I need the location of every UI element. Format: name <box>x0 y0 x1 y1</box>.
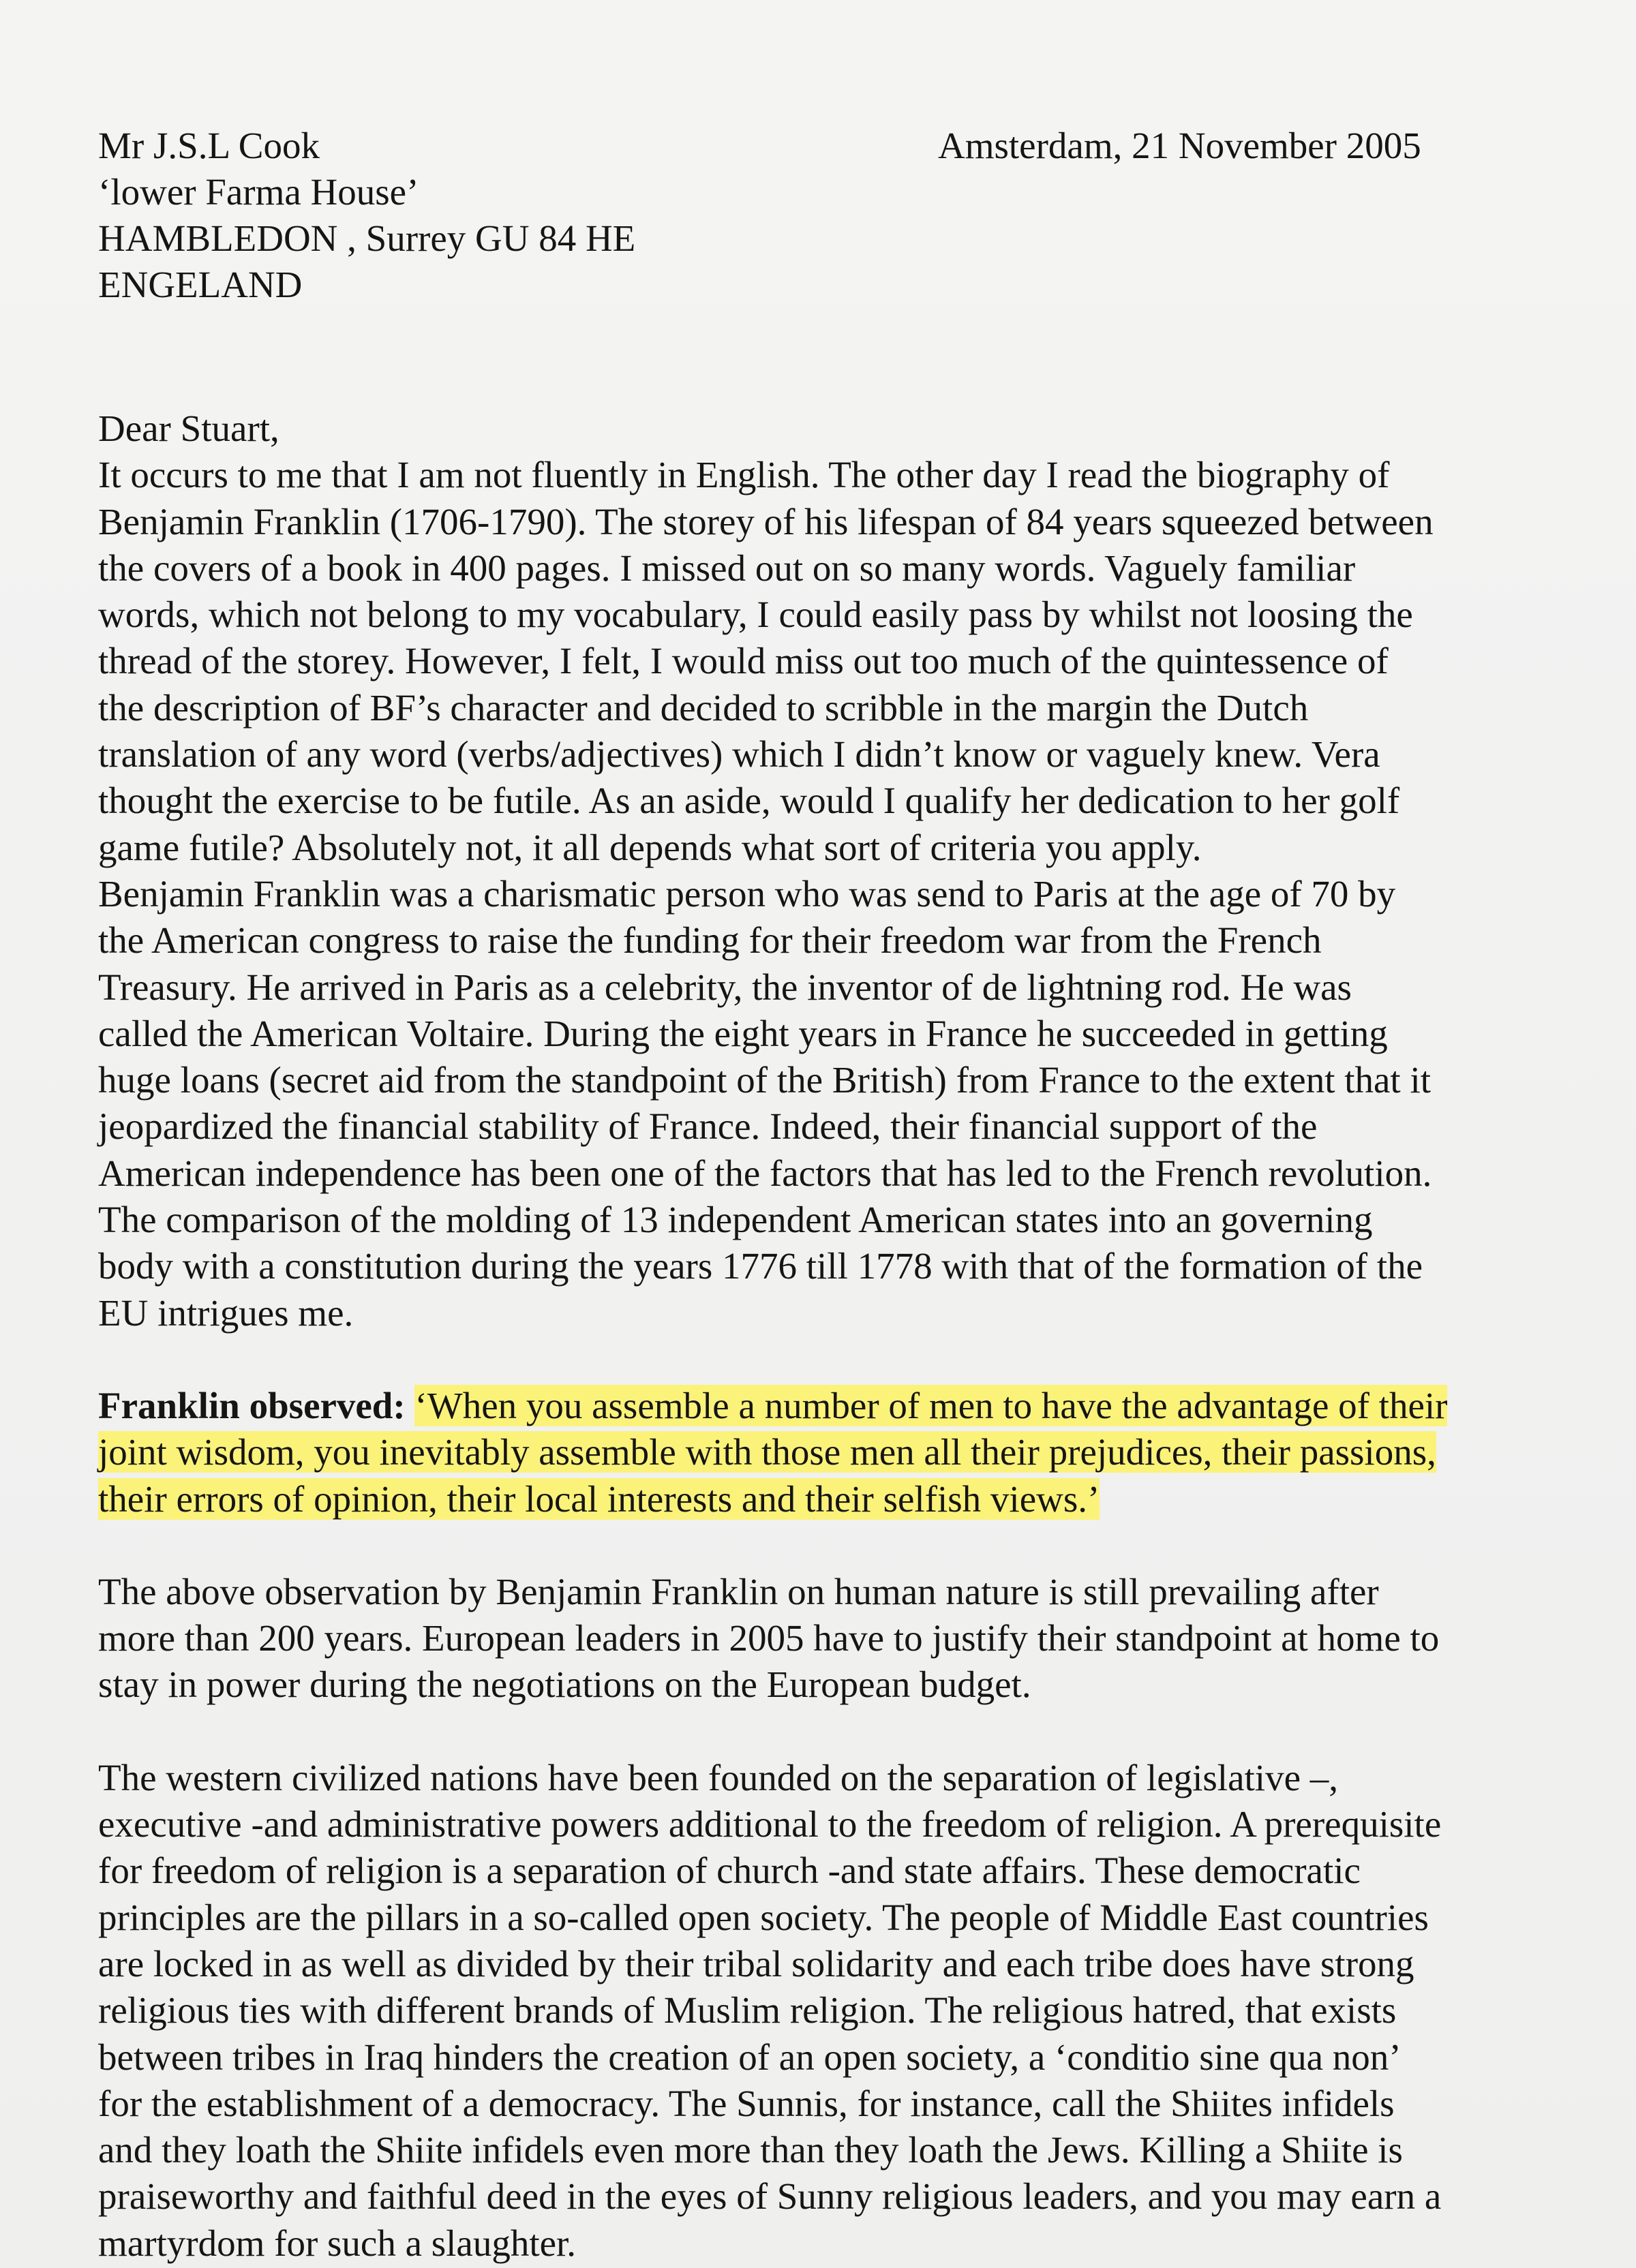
text-line: between tribes in Iraq hinders the creation of an open society, a ‘conditio sine qua non’ <box>98 2036 1402 2078</box>
recipient-address <box>98 123 635 308</box>
recipient-name: Mr J.S.L Cook <box>98 125 320 166</box>
text-line: American independence has been one of the factors that has led to the French revolution. <box>98 1152 1432 1194</box>
text-line: translation of any word (verbs/adjectives) which I didn’t know or vaguely knew. Vera <box>98 733 1380 776</box>
text-line: martyrdom for such a slaughter. <box>98 2222 577 2264</box>
text-line: The comparison of the molding of 13 independent American states into an governing <box>98 1199 1373 1241</box>
quote-label: Franklin observed: <box>98 1384 406 1426</box>
text-line: are locked in as well as divided by their tribal solidarity and each tribe does have strong <box>98 1942 1414 1984</box>
text-line: The western civilized nations have been founded on the separation of legislative –, <box>98 1756 1338 1798</box>
letter-date: Amsterdam, 21 November 2005 <box>938 125 1421 166</box>
text-line: the covers of a book in 400 pages. I missed out on so many words. Vaguely familiar <box>98 547 1356 589</box>
letter-body <box>98 405 1564 2267</box>
paragraph-1 <box>98 452 1564 871</box>
quote-line <box>98 1429 1564 1475</box>
text-line: principles are the pillars in a so-called open society. The people of Middle East countries <box>98 1896 1429 1938</box>
text-line: thread of the storey. However, I felt, I would miss out too much of the quintessence of <box>98 640 1389 682</box>
recipient-country: ENGELAND <box>98 264 303 305</box>
text-line: Benjamin Franklin (1706-1790). The storey of his lifespan of 84 years squeezed between <box>98 500 1434 542</box>
paragraph-4 <box>98 1755 1564 2267</box>
text-line: Benjamin Franklin was a charismatic person who was send to Paris at the age of 70 by <box>98 872 1396 915</box>
text-line: thought the exercise to be futile. As an aside, would I qualify her dedication to her golf <box>98 780 1400 822</box>
franklin-quote <box>98 1383 1564 1522</box>
text-line: the American congress to raise the funding for their freedom war from the French <box>98 919 1322 962</box>
paragraph-gap <box>98 1708 1564 1755</box>
paragraph-gap <box>98 1336 1564 1383</box>
text-line: and they loath the Shiite infidels even more than they loath the Jews. Killing a Shiite is <box>98 2129 1403 2171</box>
text-line: executive -and administrative powers additional to the freedom of religion. A prerequisite <box>98 1803 1442 1845</box>
text-line: for the establishment of a democracy. The Sunnis, for instance, call the Shiites infidels <box>98 2082 1395 2124</box>
paragraph-3 <box>98 1569 1564 1708</box>
text-line: for freedom of religion is a separation of church -and state affairs. These democratic <box>98 1850 1361 1892</box>
highlighted-text: ‘When you assemble a number of men to have the advantage of their <box>414 1384 1448 1426</box>
quote-line <box>98 1383 1564 1429</box>
highlighted-text: their errors of opinion, their local interests and their selfish views.’ <box>98 1477 1100 1520</box>
quote-line <box>98 1476 1564 1522</box>
text-line: huge loans (secret aid from the standpoint of the British) from France to the extent that it <box>98 1059 1432 1101</box>
highlighted-text: joint wisdom, you inevitably assemble with those men all their prejudices, their passions, <box>98 1431 1436 1473</box>
text-line: called the American Voltaire. During the eight years in France he succeeded in getting <box>98 1012 1388 1054</box>
recipient-house: ‘lower Farma House’ <box>98 171 419 213</box>
text-line: stay in power during the negotiations on the European budget. <box>98 1664 1031 1706</box>
text-line: It occurs to me that I am not fluently in English. The other day I read the biography of <box>98 454 1390 496</box>
text-line: Treasury. He arrived in Paris as a celebrity, the inventor of de lightning rod. He was <box>98 966 1352 1008</box>
paragraph-2 <box>98 871 1564 1336</box>
text-line: more than 200 years. European leaders in 2005 have to justify their standpoint at home to <box>98 1617 1440 1659</box>
salutation: Dear Stuart, <box>98 408 279 449</box>
text-line: religious ties with different brands of Muslim religion. The religious hatred, that exists <box>98 1989 1397 2032</box>
text-line: words, which not belong to my vocabulary, I could easily pass by whilst not loosing the <box>98 594 1413 636</box>
text-line: jeopardized the financial stability of France. Indeed, their financial support of the <box>98 1105 1318 1148</box>
text-line: body with a constitution during the years 1776 till 1778 with that of the formation of the <box>98 1245 1423 1287</box>
text-line: EU intrigues me. <box>98 1291 354 1334</box>
text-line: the description of BF’s character and decided to scribble in the margin the Dutch <box>98 686 1309 729</box>
paragraph-gap <box>98 1522 1564 1569</box>
text-line: The above observation by Benjamin Franklin on human nature is still prevailing after <box>98 1570 1379 1612</box>
recipient-town: HAMBLEDON , Surrey GU 84 HE <box>98 217 636 259</box>
text-line: praiseworthy and faithful deed in the eyes of Sunny religious leaders, and you may earn a <box>98 2175 1442 2218</box>
text-line: game futile? Absolutely not, it all depends what sort of criteria you apply. <box>98 826 1202 868</box>
